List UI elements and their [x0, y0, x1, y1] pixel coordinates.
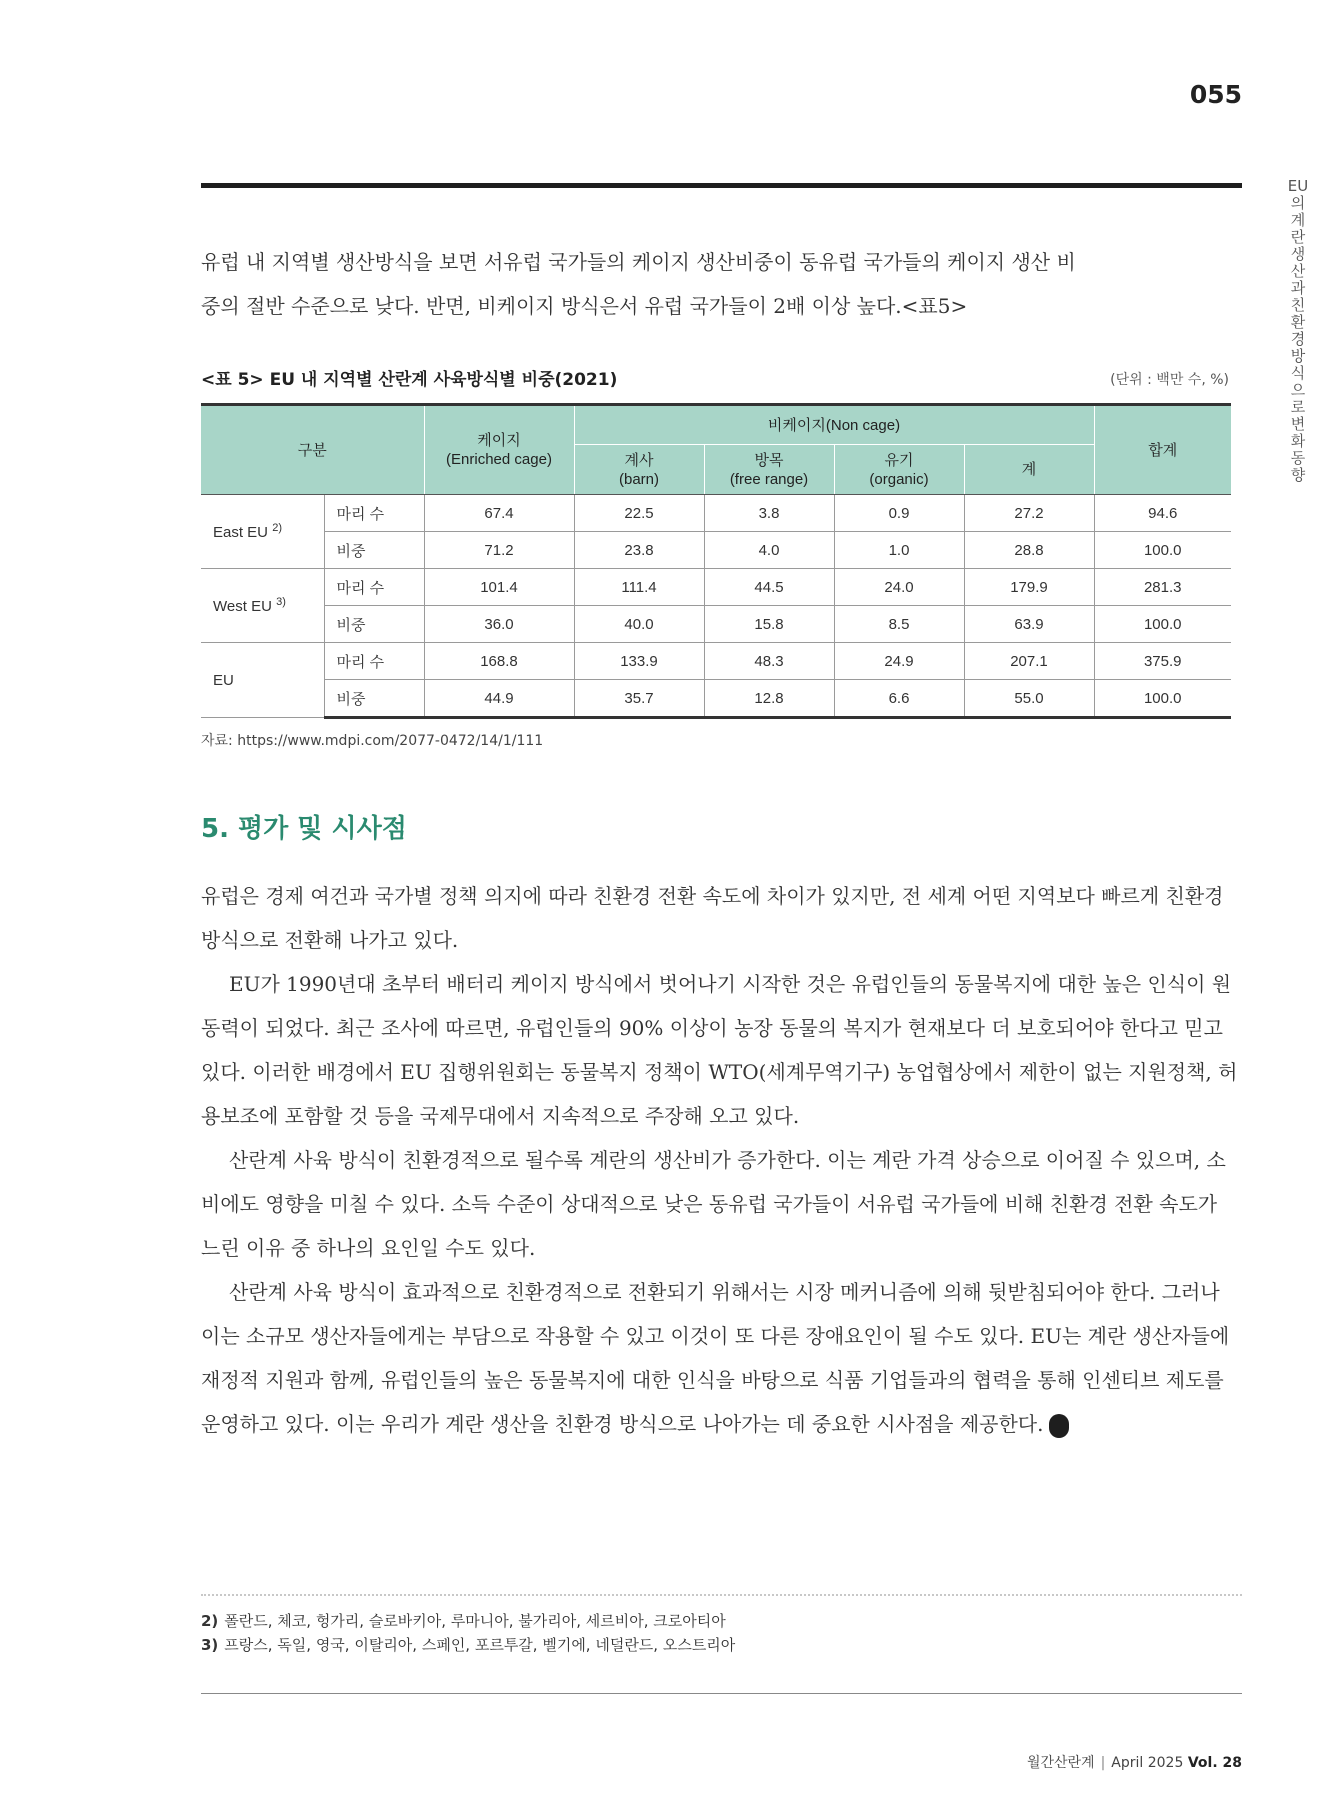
- footnote-text: 폴란드, 체코, 헝가리, 슬로바키아, 루마니아, 불가리아, 세르비아, 크로아티아: [224, 1612, 726, 1630]
- table-cell: 0.9: [834, 495, 964, 532]
- data-table: [201, 403, 1231, 719]
- group-name: West EU: [213, 598, 272, 615]
- table-cell: 28.8: [964, 532, 1094, 569]
- group-eu: [201, 643, 324, 718]
- table-row: [201, 606, 1231, 643]
- table-cell: 133.9: [574, 643, 704, 680]
- table-cell: 100.0: [1094, 680, 1231, 718]
- table-cell: 4.0: [704, 532, 834, 569]
- metric-label: 비중: [324, 606, 424, 643]
- header-free-range: [704, 445, 834, 495]
- table-cell: 67.4: [424, 495, 574, 532]
- header-barn-en: (barn): [618, 470, 659, 488]
- footnote-ref: 2): [272, 522, 282, 534]
- table-row: [201, 495, 1231, 532]
- header-barn-label: 계사: [624, 451, 654, 469]
- footnote-divider: [201, 1594, 1242, 1596]
- table-cell: 63.9: [964, 606, 1094, 643]
- table-source: 자료: https://www.mdpi.com/2077-0472/14/1/111: [201, 733, 544, 749]
- table-cell: 44.9: [424, 680, 574, 718]
- header-free-range-en: (free range): [729, 470, 809, 488]
- table-cell: 40.0: [574, 606, 704, 643]
- metric-label: 비중: [324, 532, 424, 569]
- metric-label: 마리 수: [324, 569, 424, 606]
- table-row: [201, 643, 1231, 680]
- table-cell: 179.9: [964, 569, 1094, 606]
- header-total: 합계: [1094, 405, 1231, 495]
- table-cell: 281.3: [1094, 569, 1231, 606]
- footnote-number: 3): [201, 1636, 219, 1654]
- table-cell: 22.5: [574, 495, 704, 532]
- top-rule: [201, 183, 1242, 188]
- table-caption: <표 5> EU 내 지역별 산란계 사육방식별 비중(2021): [201, 370, 618, 390]
- table-cell: 44.5: [704, 569, 834, 606]
- table-cell: 375.9: [1094, 643, 1231, 680]
- table-cell: 94.6: [1094, 495, 1231, 532]
- table-cell: 3.8: [704, 495, 834, 532]
- footer-rule: [201, 1693, 1242, 1694]
- table-row: [201, 569, 1231, 606]
- page-number: 055: [1189, 80, 1242, 109]
- table-cell: 24.9: [834, 643, 964, 680]
- table-cell: 23.8: [574, 532, 704, 569]
- header-cage: [424, 405, 574, 495]
- intro-paragraph: [201, 240, 1242, 328]
- footnote-ref: 3): [276, 596, 286, 608]
- magazine-name: 월간산란계: [1026, 1755, 1095, 1771]
- table-cell: 36.0: [424, 606, 574, 643]
- table-row: [201, 680, 1231, 718]
- group-east-eu: [201, 495, 324, 569]
- metric-label: 마리 수: [324, 495, 424, 532]
- table-cell: 27.2: [964, 495, 1094, 532]
- header-organic-en: (organic): [869, 470, 929, 488]
- header-category: 구분: [201, 405, 424, 495]
- side-running-title: EU의 계란 생산과 친환경 방식으로 변화 동향: [1287, 177, 1309, 484]
- header-organic-label: 유기: [884, 451, 914, 469]
- section-title: 5. 평가 및 시사점: [201, 814, 407, 844]
- table-cell: 100.0: [1094, 532, 1231, 569]
- table-cell: 12.8: [704, 680, 834, 718]
- intro-line: 중의 절반 수준으로 낮다. 반면, 비케이지 방식은서 유럽 국가들이 2배 이상 높다.<표5>: [201, 294, 968, 318]
- table-cell: 207.1: [964, 643, 1094, 680]
- table-cell: 55.0: [964, 680, 1094, 718]
- metric-label: 비중: [324, 680, 424, 718]
- table-unit: (단위 : 백만 수, %): [1110, 372, 1229, 388]
- header-subtotal: 계: [964, 445, 1094, 495]
- table-cell: 1.0: [834, 532, 964, 569]
- paragraph-text: 산란계 사육 방식이 효과적으로 친환경적으로 전환되기 위해서는 시장 메커니즘에 의해 뒷받침되어야 한다. 그러나 이는 소규모 생산자들에게는 부담으로 작용할 수 있고 이것이 또 다른 장애요인이 될 수도 있다. EU는 계란 생산자들에 재정적 지원과 함께, 유럽인들의 높은 동물복지에 대한 인식을 바탕으로 식품 기업들과의 협력을 통해 인센티브 제도를 운영하고 있다. 이는 우리가 계란 생산을 친환경 방식으로 나아가는 데 중요한 시사점을 제공한다.: [201, 1280, 1230, 1436]
- header-barn: [574, 445, 704, 495]
- table-cell: 8.5: [834, 606, 964, 643]
- table-cell: 100.0: [1094, 606, 1231, 643]
- issue-date: April 2025: [1111, 1755, 1184, 1771]
- footnote-text: 프랑스, 독일, 영국, 이탈리아, 스페인, 포르투갈, 벨기에, 네덜란드, 오스트리아: [224, 1636, 736, 1654]
- footnotes: [201, 1609, 735, 1657]
- header-cage-en: (Enriched cage): [446, 451, 552, 468]
- footnote-number: 2): [201, 1612, 219, 1630]
- page-footer: [1027, 1752, 1242, 1772]
- table-cell: 24.0: [834, 569, 964, 606]
- table-row: [201, 532, 1231, 569]
- header-organic: [834, 445, 964, 495]
- end-mark-icon: 농협: [1049, 1414, 1069, 1438]
- table-cell: 168.8: [424, 643, 574, 680]
- group-name: East EU: [213, 524, 269, 541]
- paragraph: EU가 1990년대 초부터 배터리 케이지 방식에서 벗어나기 시작한 것은 유럽인들의 동물복지에 대한 높은 인식이 원동력이 되었다. 최근 조사에 따르면, 유럽인들의 90% 이상이 농장 동물의 복지가 현재보다 더 보호되어야 한다고 믿고 있다. 이러한 배경에서 EU 집행위원회는 동물복지 정책이 WTO(세계무역기구) 농업협상에서 제한이 없는 지원정책, 허용보조에 포함할 것 등을 국제무대에서 지속적으로 주장해 오고 있다.: [201, 972, 1238, 1128]
- table-cell: 48.3: [704, 643, 834, 680]
- footnote: [201, 1609, 735, 1633]
- table-cell: 15.8: [704, 606, 834, 643]
- table-cell: 6.6: [834, 680, 964, 718]
- footnote: [201, 1633, 735, 1657]
- footer-separator: |: [1100, 1755, 1106, 1771]
- volume: Vol. 28: [1187, 1755, 1242, 1771]
- table-cell: 111.4: [574, 569, 704, 606]
- table-cell: 101.4: [424, 569, 574, 606]
- header-cage-label: 케이지: [477, 432, 521, 449]
- metric-label: 마리 수: [324, 643, 424, 680]
- header-free-range-label: 방목: [754, 451, 784, 469]
- table-cell: 35.7: [574, 680, 704, 718]
- paragraph: [201, 1270, 1242, 1455]
- table-cell: 71.2: [424, 532, 574, 569]
- intro-line: 유럽 내 지역별 생산방식을 보면 서유럽 국가들의 케이지 생산비중이 동유럽 국가들의 케이지 생산 비: [201, 250, 1076, 274]
- section-body: [201, 874, 1242, 1455]
- paragraph: 유럽은 경제 여건과 국가별 정책 의지에 따라 친환경 전환 속도에 차이가 있지만, 전 세계 어떤 지역보다 빠르게 친환경 방식으로 전환해 나가고 있다.: [201, 884, 1224, 952]
- paragraph: 산란계 사육 방식이 친환경적으로 될수록 계란의 생산비가 증가한다. 이는 계란 가격 상승으로 이어질 수 있으며, 소비에도 영향을 미칠 수 있다. 소득 수준이 상대적으로 낮은 동유럽 국가들이 서유럽 국가들에 비해 친환경 전환 속도가 느린 이유 중 하나의 요인일 수도 있다.: [201, 1148, 1226, 1260]
- group-west-eu: [201, 569, 324, 643]
- group-name: EU: [213, 671, 234, 689]
- header-noncage: 비케이지(Non cage): [574, 405, 1094, 445]
